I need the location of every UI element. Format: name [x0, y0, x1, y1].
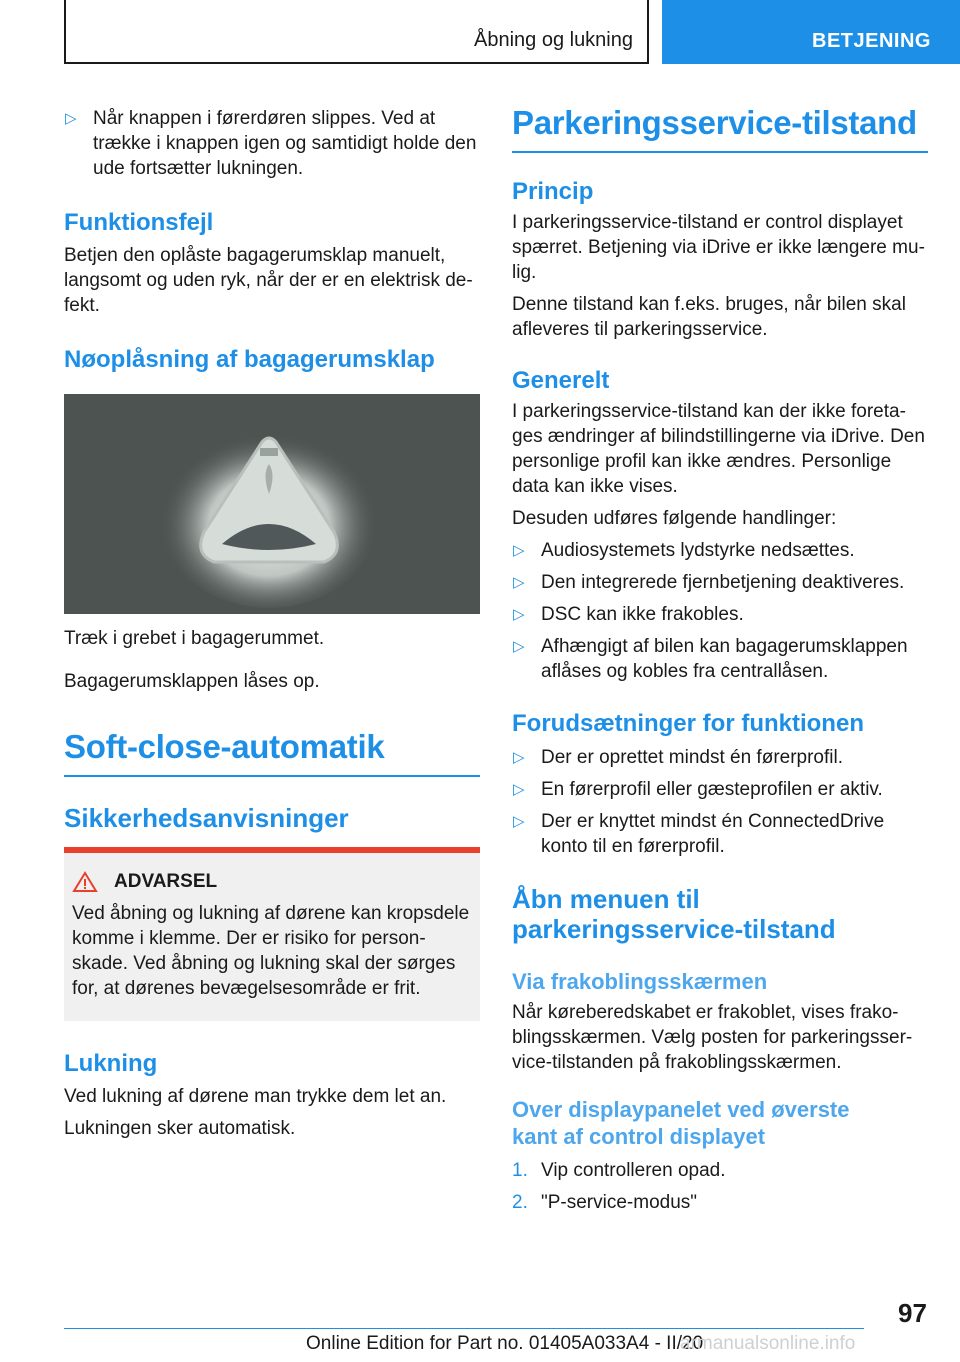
heading-softclose: Soft-close-automatik: [64, 728, 480, 777]
heading-aabn-menuen: Åbn menuen til parkeringsservice-tilstand: [512, 884, 836, 944]
heading-parkeringsservice: Parkeringsservice-tilstand: [512, 104, 928, 153]
footer-edition: Online Edition for Part no. 01405A033A4 - II/20: [306, 1333, 704, 1354]
paragraph: Denne tilstand kan f.eks. bruges, når bilen skal afleveres til parkeringsservice.: [512, 294, 906, 340]
heading-over-displaypanel: Over displaypanelet ved øverste kant af control displayet: [512, 1097, 850, 1149]
triangle-bullet-icon: ▷: [513, 542, 525, 559]
warning-box: [64, 847, 480, 1021]
heading-via-frakobling: Via frakoblingsskærmen: [512, 969, 768, 994]
paragraph: Træk i grebet i bagagerummet.: [64, 628, 325, 649]
paragraph: Når køreberedskabet er frakoblet, vises frakoblingsskærmen. Vælg posten for parkeringsservice-tilstanden på frakoblingsskærmen.: [512, 1002, 913, 1073]
heading-generelt: Generelt: [512, 367, 610, 394]
triangle-bullet-icon: ▷: [513, 749, 525, 766]
page-number: 97: [898, 1298, 927, 1328]
left-column: [64, 100, 480, 1141]
triangle-bullet-icon: ▷: [513, 813, 525, 830]
paragraph: Desuden udføres følgende handlinger:: [512, 508, 837, 529]
heading-sikkerhed: Sikkerhedsanvisninger: [64, 803, 349, 833]
paragraph: Ved lukning af dørene man trykke dem let an.: [64, 1086, 447, 1107]
list-item: ▷ DSC kan ikke frakobles.: [513, 604, 744, 625]
triangle-bullet-icon: ▷: [513, 638, 525, 655]
warning-title: ADVARSEL: [114, 871, 218, 892]
list-item: ▷ Den integrerede fjernbetjening deaktiveres.: [513, 572, 905, 593]
paragraph: Bagagerumsklappen låses op.: [64, 671, 320, 692]
heading-princip: Princip: [512, 178, 594, 205]
header-chapter-title: BETJENING: [812, 30, 931, 52]
list-item: ▷ Audiosystemets lydstyrke nedsættes.: [513, 540, 855, 561]
header-section-box: [64, 0, 649, 64]
warning-triangle-icon: [72, 871, 98, 893]
footer-divider: [64, 1328, 864, 1329]
header-section-title: Åbning og lukning: [473, 29, 633, 51]
heading-forudsaetninger: Forudsætninger for funktionen: [512, 710, 864, 737]
triangle-bullet-icon: ▷: [513, 606, 525, 623]
warning-text: Ved åbning og lukning af dørene kan kropsdele komme i klemme. Der er risiko for personskade. Ved åbning og lukning skal der sørges for, at dørenes bevægelsesområde er frit.: [72, 903, 470, 999]
list-item: ▷ Der er oprettet mindst én førerprofil.: [513, 747, 843, 768]
paragraph: I parkeringsservice-tilstand er control displayet spærret. Betjening via iDrive er ikke længere mulig.: [512, 212, 925, 283]
triangle-bullet-icon: ▷: [513, 781, 525, 798]
heading-funktionsfejl: Funktionsfejl: [64, 209, 214, 236]
glowing-handle-image: [64, 394, 480, 614]
triangle-bullet-icon: ▷: [513, 574, 525, 591]
heading-nodoplaasning: Nøoplåsning af bagagerumsklap: [64, 346, 435, 373]
header-chapter-tab: [662, 0, 960, 64]
triangle-bullet-icon: ▷: [65, 110, 77, 127]
step-item: 1. Vip controlleren opad.: [512, 1160, 726, 1181]
paragraph: Lukningen sker automatisk.: [64, 1118, 296, 1139]
right-column: [512, 100, 928, 1215]
list-item: ▷ Afhængigt af bilen kan bagagerumsklappen aflåses og kobles fra centrallåsen.: [513, 636, 908, 682]
step-number: 1.: [512, 1160, 528, 1181]
trunk-release-handle-photo: [64, 394, 480, 614]
watermark: armanualsonline.info: [680, 1333, 856, 1354]
step-number: 2.: [512, 1192, 528, 1213]
heading-lukning: Lukning: [64, 1050, 158, 1077]
step-item: 2. "P-service-modus": [512, 1192, 698, 1213]
paragraph: I parkeringsservice-tilstand kan der ikke foretages ændringer af bilindstillingerne via iDrive. Den personlige profil kan ikke ændres. Personlige data kan ikke vises.: [512, 401, 925, 497]
paragraph: Betjen den oplåste bagagerumsklap manuelt, langsomt og uden ryk, når der er en elektrisk defekt.: [64, 245, 473, 316]
list-item: ▷ En førerprofil eller gæsteprofilen er aktiv.: [513, 779, 883, 800]
list-item: ▷ Der er knyttet mindst én ConnectedDrive konto til en førerprofil.: [513, 811, 885, 857]
warning-title-row: [72, 871, 472, 893]
list-item: ▷ Når knappen i førerdøren slippes. Ved at trække i knappen igen og samtidigt holde den ude fortsætter lukningen.: [65, 108, 477, 179]
